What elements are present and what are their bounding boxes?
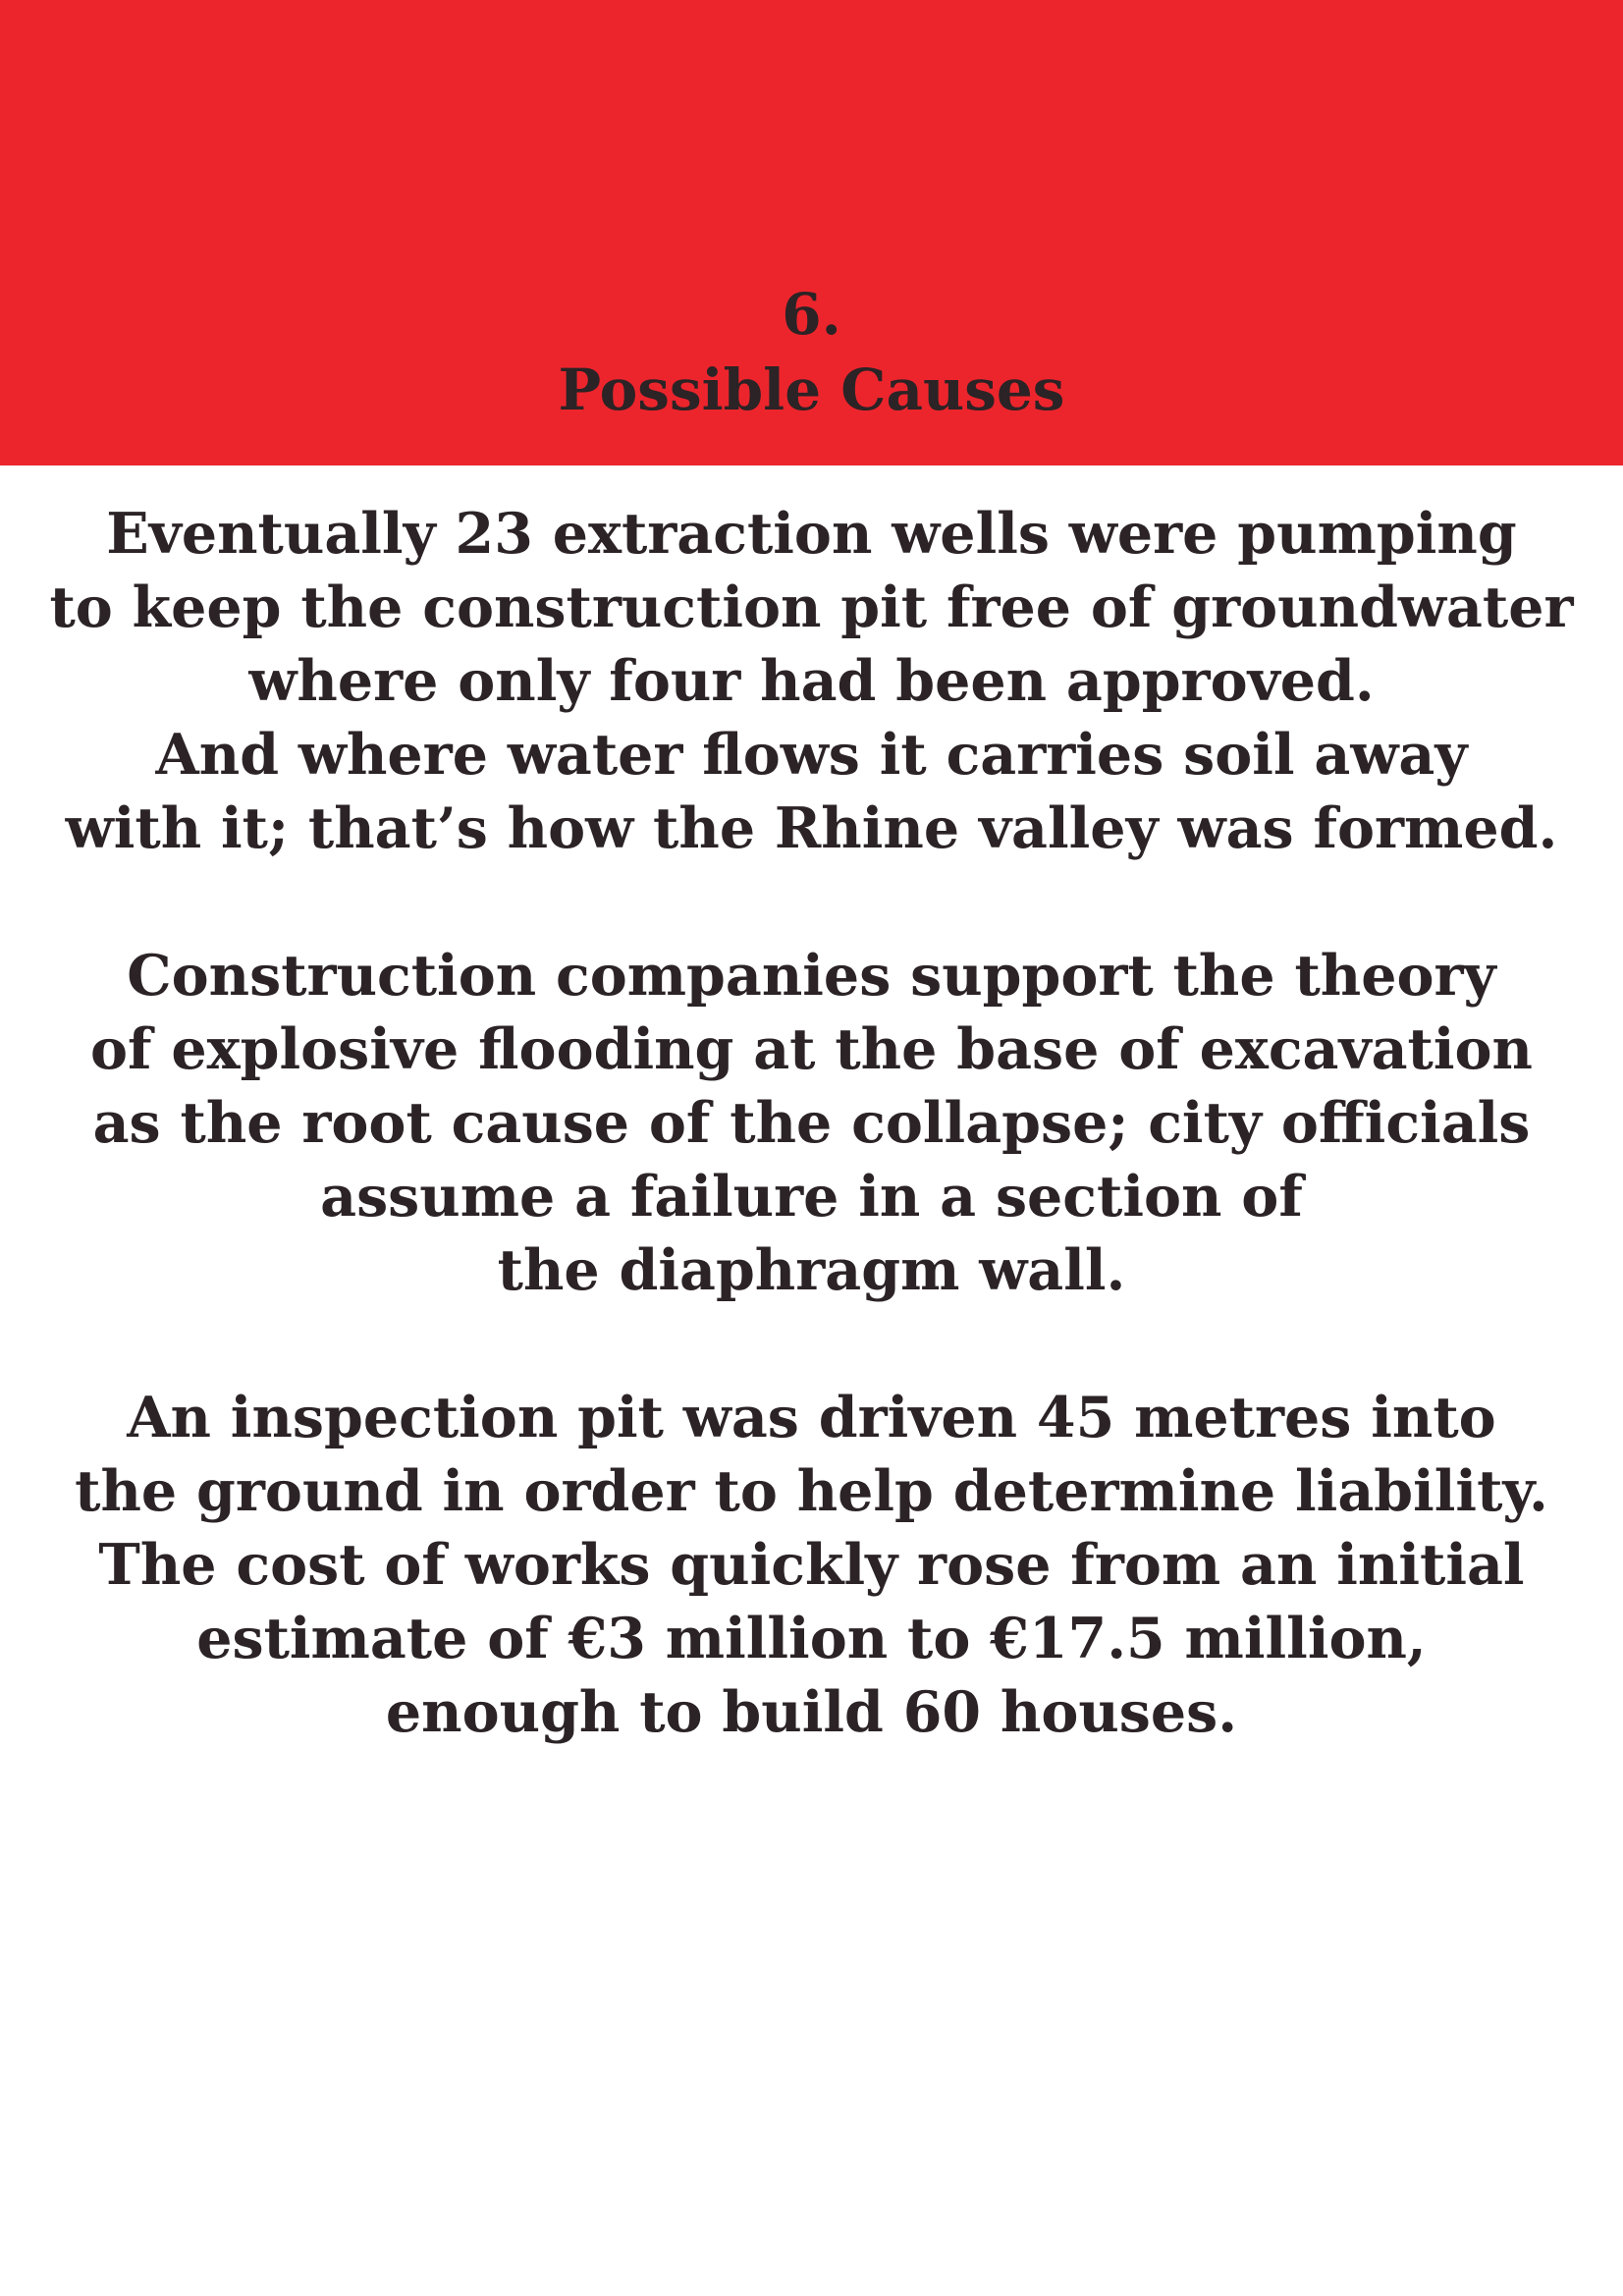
text-line: where only four had been approved.	[248, 648, 1375, 714]
text-line: estimate of €3 million to €17.5 million,	[196, 1606, 1427, 1671]
paragraph-wells	[0, 497, 1623, 865]
page-title: Possible Causes	[558, 356, 1065, 423]
text-line: the diaphragm wall.	[497, 1237, 1126, 1303]
text-line: And where water flows it carries soil away	[155, 722, 1468, 788]
paragraph-theories	[0, 939, 1623, 1307]
text-line: assume a failure in a section of	[320, 1164, 1303, 1230]
text-line: An inspection pit was driven 45 metres into	[127, 1385, 1496, 1450]
text-line: with it; that’s how the Rhine valley was formed.	[65, 795, 1558, 861]
section-number: 6.	[782, 281, 841, 348]
body-text	[0, 497, 1623, 1823]
page-heading	[0, 277, 1623, 428]
text-line: The cost of works quickly rose from an initial	[98, 1532, 1525, 1598]
text-line: of explosive flooding at the base of excavation	[89, 1016, 1533, 1082]
text-line: to keep the construction pit free of groundwater	[49, 574, 1574, 640]
text-line: Eventually 23 extraction wells were pumping	[106, 501, 1517, 567]
text-line: Construction companies support the theory	[127, 943, 1496, 1009]
text-line: enough to build 60 houses.	[385, 1679, 1238, 1745]
text-line: as the root cause of the collapse; city officials	[92, 1090, 1531, 1156]
paragraph-inspection	[0, 1381, 1623, 1749]
text-line: the ground in order to help determine liability.	[75, 1458, 1548, 1524]
